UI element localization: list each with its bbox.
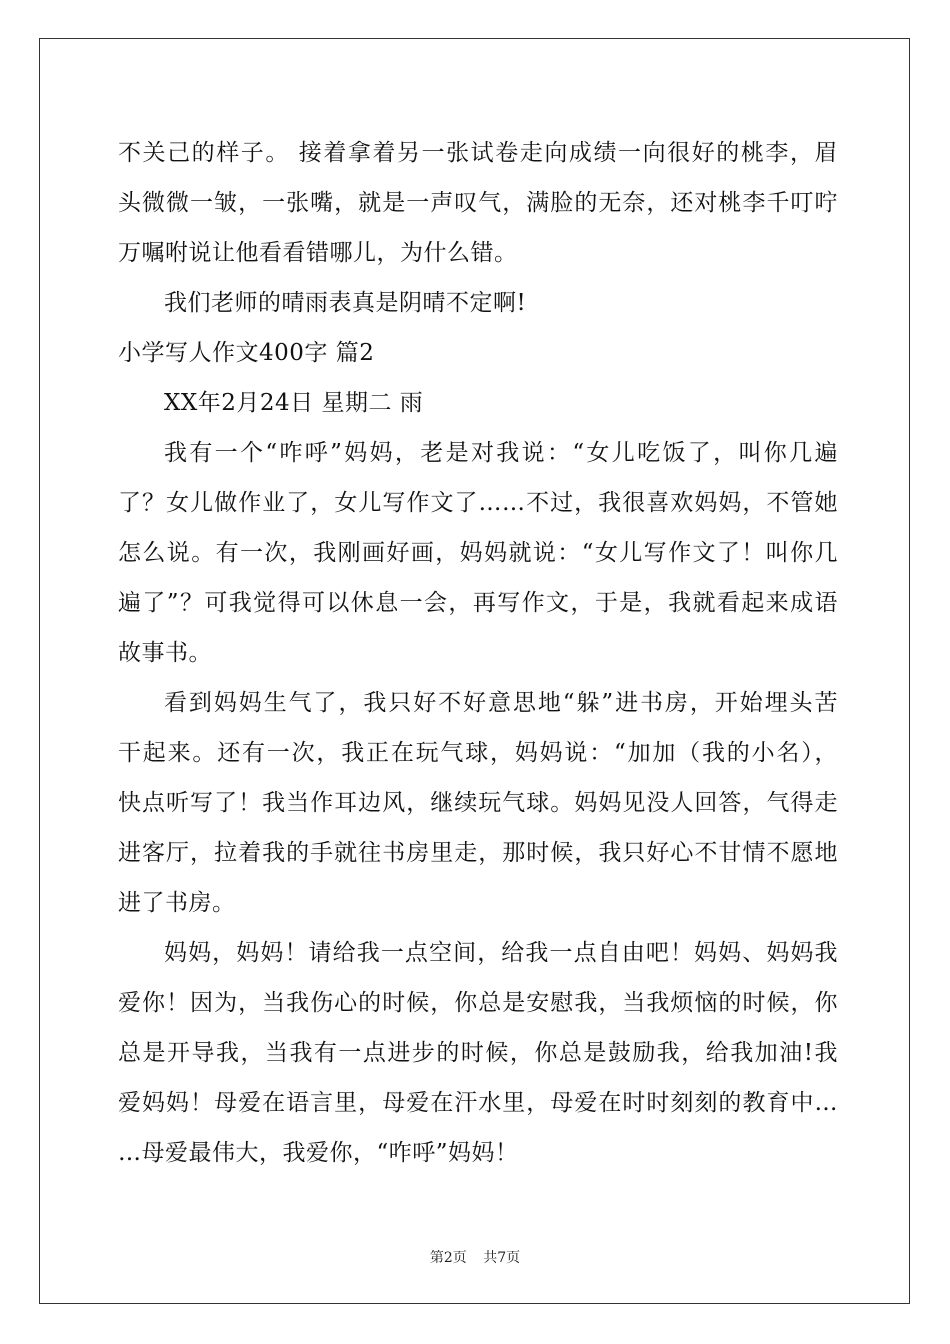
date-line: XX年2月24日 星期二 雨 [164,390,424,416]
text-line: 妈妈，妈妈！请给我一点空间，给我一点自由吧！妈妈、妈妈我 [164,940,838,966]
text-line: 怎么说。有一次，我刚画好画，妈妈就说：“女儿写作文了！叫你几 [118,540,838,566]
text-line: 万嘱咐说让他看看错哪儿，为什么错。 [118,240,518,266]
text-line: …母爱最伟大，我爱你，“咋呼”妈妈！ [118,1140,519,1166]
text-line: 快点听写了！我当作耳边风，继续玩气球。妈妈见没人回答，气得走 [118,790,838,816]
text-line: 总是开导我，当我有一点进步的时候，你总是鼓励我，给我加油!我 [118,1040,838,1066]
text-line: 我有一个“咋呼”妈妈，老是对我说：“女儿吃饭了，叫你几遍 [164,440,838,466]
text-line: 遍了”？可我觉得可以休息一会，再写作文，于是，我就看起来成语 [118,590,838,616]
text-line: 故事书。 [118,640,212,666]
section-heading: 小学写人作文400字 篇2 [118,340,375,366]
text-line: 干起来。还有一次，我正在玩气球，妈妈说：“加加（我的小名）， [118,740,838,766]
text-line: 爱你！因为，当我伤心的时候，你总是安慰我，当我烦恼的时候，你 [118,990,838,1016]
text-line: 看到妈妈生气了，我只好不好意思地“躲”进书房，开始埋头苦 [164,690,838,716]
text-line: 进了书房。 [118,890,236,916]
text-line: 爱妈妈！母爱在语言里，母爱在汗水里，母爱在时时刻刻的教育中… [118,1090,838,1116]
text-line: 了？女儿做作业了，女儿写作文了……不过，我很喜欢妈妈，不管她 [118,490,838,516]
text-line: 不关己的样子。 接着拿着另一张试卷走向成绩一向很好的桃李，眉 [118,140,838,166]
text-line: 进客厅，拉着我的手就往书房里走，那时候，我只好心不甘情不愿地 [118,840,838,866]
page-footer [0,1247,950,1267]
text-line: 我们老师的晴雨表真是阴晴不定啊! [164,290,527,316]
text-line: 头微微一皱，一张嘴，就是一声叹气，满脸的无奈，还对桃李千叮咛 [118,190,838,216]
page-number-current: 第2页 [429,1250,467,1266]
document-body [118,128,838,1178]
page-number-total: 共7页 [483,1250,521,1266]
